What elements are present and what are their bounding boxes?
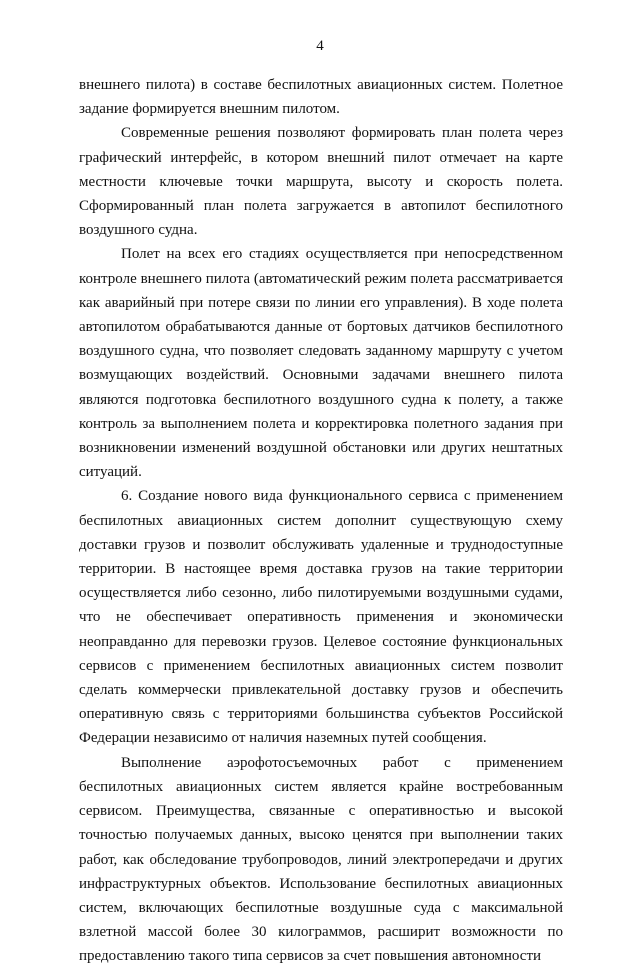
page-number: 4 (316, 38, 324, 54)
paragraph-continuation: внешнего пилота) в составе беспилотных авиационных систем. Полетное задание формируется внешним пилотом. (79, 77, 563, 118)
paragraph-flight-plan: Современные решения позволяют формировать план полета через графический интерфейс, в котором внешний пилот отмечает на карте местности ключевые точки маршрута, высоту и скорость полета. Сформированный план полета загружается в автопилот беспилотного воздушного судна. (79, 125, 563, 239)
paragraph-flight-control: Полет на всех его стадиях осуществляется при непосредственном контроле внешнего пилота (автоматический режим полета рассматривается как аварийный при потере связи по линии его управления). В ходе полета автопилотом обрабатываются данные от бортовых датчиков беспилотного воздушного судна, что позволяет следовать заданному маршруту с учетом возмущающих воздействий. Основными задачами внешнего пилота являются подготовка беспилотного воздушного судна к полету, а также контроль за выполнением полета и корректировка полетного задания при возникновении изменений воздушной обстановки или других нештатных ситуаций. (79, 246, 563, 481)
paragraph-cargo-delivery: 6. Создание нового вида функционального сервиса с применением беспилотных авиационных систем дополнит существующую схему доставки грузов и позволит обслуживать удаленные и труднодоступные территории. В настоящее время доставка грузов на такие территории осуществляется либо сезонно, либо пилотируемыми воздушными судами, что не обеспечивает оперативность применения и экономически неоправданно для перевозки грузов. Целевое состояние функциональных сервисов с применением беспилотных авиационных систем позволит сделать коммерчески привлекательной доставку грузов и обеспечить оперативную связь с территориями большинства субъектов Российской Федерации независимо от наличия наземных путей сообщения. (79, 488, 563, 747)
paragraph-aerial-survey: Выполнение аэрофотосъемочных работ с применением беспилотных авиационных систем является крайне востребованным сервисом. Преимущества, связанные с оперативностью и высокой точностью получаемых данных, высоко ценятся при выполнении таких работ, как обследование трубопроводов, линий электропередачи и других инфраструктурных объектов. Использование беспилотных авиационных систем, включающих беспилотные воздушные суда с максимальной взлетной массой более 30 килограммов, расширит возможности по предоставлению такого типа сервисов за счет повышения автономности (79, 754, 563, 965)
document-body (79, 73, 563, 969)
